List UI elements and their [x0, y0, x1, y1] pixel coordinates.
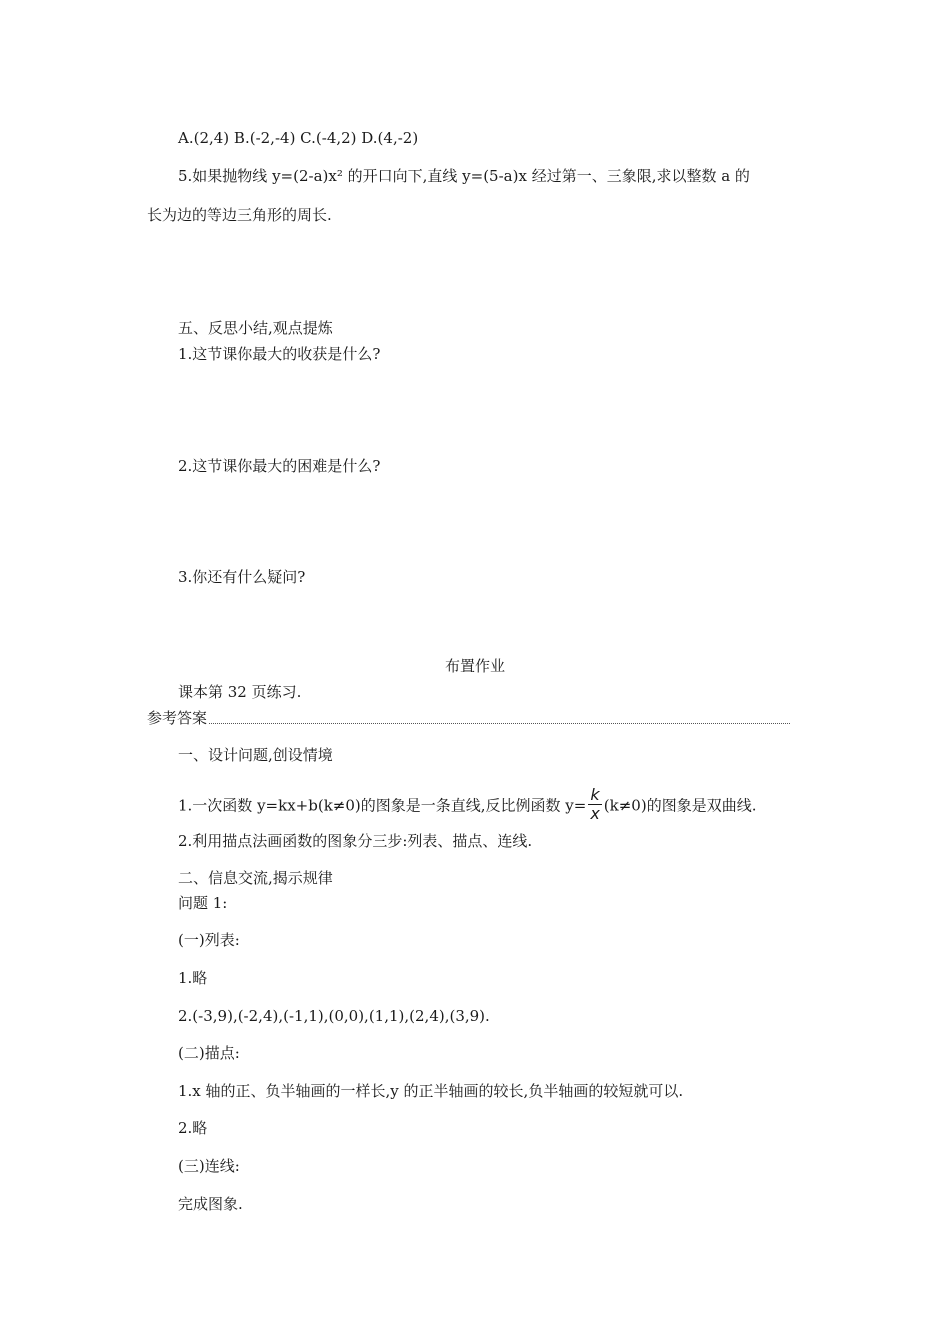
ans1-part-b: (k≠0)的图象是双曲线.	[603, 796, 757, 815]
fraction-k-over-x	[588, 786, 601, 823]
fraction-denominator: x	[590, 804, 600, 823]
dotted-divider	[147, 723, 790, 724]
ans1-part-a: 1.一次函数 y=kx+b(k≠0)的图象是一条直线,反比例函数 y=	[178, 796, 587, 815]
reflect-q3: 3.你还有什么疑问?	[178, 568, 306, 586]
fraction-numerator: k	[588, 786, 601, 805]
q5-line2: 长为边的等边三角形的周长.	[147, 206, 332, 224]
step2-item2: 2.略	[178, 1119, 208, 1137]
reflect-q2: 2.这节课你最大的困难是什么?	[178, 457, 381, 475]
step2-title: (二)描点:	[178, 1044, 240, 1062]
step3-item1: 完成图象.	[178, 1195, 243, 1213]
step1-title: (一)列表:	[178, 931, 240, 949]
ans-section2: 二、信息交流,揭示规律	[178, 869, 333, 887]
q5-line1: 5.如果抛物线 y=(2-a)x² 的开口向下,直线 y=(5-a)x 经过第一、三象限,求以整数 a 的	[178, 167, 750, 185]
homework-text: 课本第 32 页练习.	[178, 683, 302, 701]
ans2: 2.利用描点法画函数的图象分三步:列表、描点、连线.	[178, 832, 533, 850]
step1-item2: 2.(-3,9),(-2,4),(-1,1),(0,0),(1,1),(2,4),(3,9).	[178, 1007, 490, 1025]
section5-title: 五、反思小结,观点提炼	[178, 319, 333, 337]
problem1: 问题 1:	[178, 894, 228, 912]
reflect-q1: 1.这节课你最大的收获是什么?	[178, 345, 381, 363]
step2-item1: 1.x 轴的正、负半轴画的一样长,y 的正半轴画的较长,负半轴画的较短就可以.	[178, 1082, 684, 1100]
q4-options: A.(2,4) B.(-2,-4) C.(-4,2) D.(4,-2)	[178, 129, 419, 147]
answers-title: 参考答案	[147, 709, 208, 727]
ans-section1: 一、设计问题,创设情境	[178, 746, 333, 764]
ans1-line	[178, 785, 757, 825]
step3-title: (三)连线:	[178, 1157, 240, 1175]
step1-item1: 1.略	[178, 969, 208, 987]
homework-title: 布置作业	[444, 657, 505, 675]
